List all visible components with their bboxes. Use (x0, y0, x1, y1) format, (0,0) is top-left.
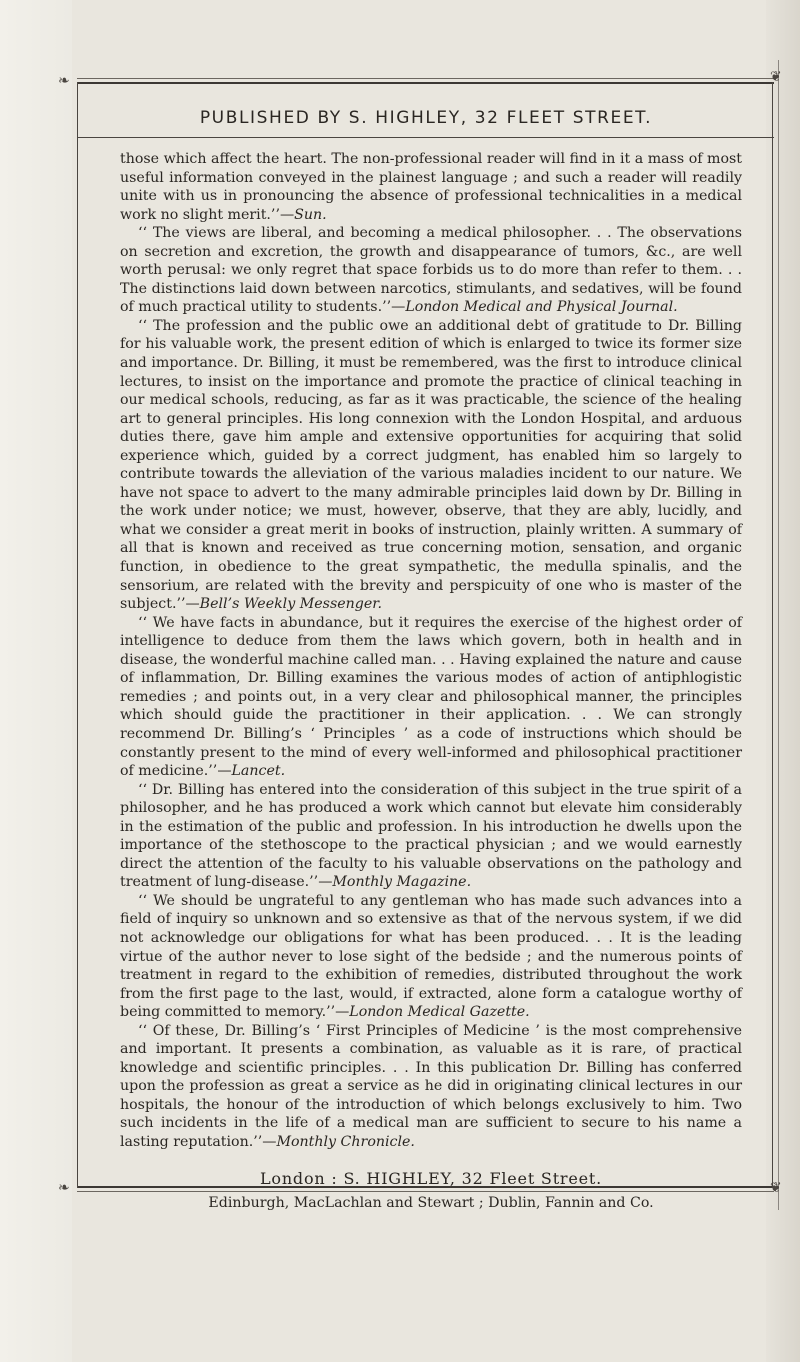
review-extracts (120, 150, 742, 1213)
review-text: ‘‘ We should be ungrateful to any gentleman who has made such advances into a field of inquiry so unknown and so extensive as that of the nervous system, if we did not acknowledge our obligations for what has been produced. . . It is the leading virtue of the author never to lose sight of the bedside ; and the numerous points of treatment in regard to the exhibition of remedies, distributed throughout the work from the first page to the last, would, if extracted, alone form a catalogue worthy of being committed to memory.’’— (120, 892, 742, 1021)
corner-ornament-icon: ❦ (770, 1180, 782, 1196)
review-source: Lancet. (231, 763, 286, 780)
review-text: ‘‘ Of these, Dr. Billing’s ‘ First Principles of Medicine ’ is the most comprehensive and important. It presents a combination, as valuable as it is rare, of practical knowledge and scientific principles. . . In this publication Dr. Billing has conferred upon the profession as great a service as he did in originating clinical lectures in our hospitals, the honour of the introduction of which belongs exclusively to him. Two such incidents in the life of a medical man are sufficient to secure to his name a lasting reputation.’’— (120, 1022, 742, 1150)
right-outer-border-line (778, 60, 779, 1210)
review-source: London Medical and Physical Journal. (405, 299, 678, 316)
review-paragraph (120, 892, 742, 1022)
review-paragraph (120, 614, 742, 781)
review-text: ‘‘ The profession and the public owe an additional debt of gratitude to Dr. Billing for his valuable work, the present edition of which is enlarged to twice its former size and importance. Dr. Billing, it must be remembered, was the first to introduce clinical lectures, to insist on the importance and promote the practice of clinical teaching in our medical schools, reducing, as far as it was practicable, the science of the healing art to general principles. His long connexion with the London Hospital, and arduous duties there, gave him ample and extensive opportunities for acquiring that solid experience which, guided by a correct judgment, has enabled him so largely to contribute towards the alleviation of the various maladies incident to our nature. We have not space to advert to the many admirable principles laid down by Dr. Billing in the work under notice; we must, however, observe, that they are ably, lucidly, and what we consider a great merit in books of instruction, plainly written. A summary of all that is known and received as true concerning motion, sensation, and organic function, in obedience to the great sympathetic, the medulla spinalis, and the sensorium, are related with the brevity and perspicuity of one who is master of the subject.’’— (120, 317, 742, 613)
review-text: those which affect the heart. The non-professional reader will find in it a mass of most useful information conveyed in the plainest language ; and such a reader will readily unite with us in pronouncing the absence of professional technicalities in a medical work no slight merit.’’— (120, 151, 742, 223)
review-paragraph (120, 1022, 742, 1152)
review-source: London Medical Gazette. (349, 1004, 530, 1021)
imprint-line: London : S. HIGHLEY, 32 Fleet Street. (259, 1168, 603, 1188)
review-source: Sun. (294, 206, 327, 223)
top-border-rule-thick (77, 82, 774, 84)
review-source: Monthly Magazine. (332, 874, 472, 891)
page-header: PUBLISHED BY S. HIGHLEY, 32 FLEET STREET. (199, 108, 653, 128)
header-rule (77, 137, 774, 138)
imprint-distributors: Edinburgh, MacLachlan and Stewart ; Dublin, Fannin and Co. (208, 1195, 654, 1212)
review-text: ‘‘ The views are liberal, and becoming a medical philosopher. . . The observations on secretion and excretion, the growth and disappearance of tumors, &c., are well worth perusal: we only regret that space forbids us to do more than refer to them. . . The distinctions laid down between narcotics, stimulants, and sedatives, will be found of much practical utility to students.’’— (120, 225, 742, 316)
corner-ornament-icon: ❧ (58, 73, 70, 89)
review-paragraph (120, 150, 742, 224)
top-border-rule (77, 78, 774, 79)
review-source: Bell’s Weekly Messenger. (199, 596, 382, 613)
review-text: ‘‘ Dr. Billing has entered into the consideration of this subject in the true spirit of a philosopher, and he has produced a work which cannot but elevate him considerably in the estimation of the public and profession. In his introduction he dwells upon the importance of the stethoscope to the practical physician ; and we would earnestly direct the attention of the faculty to his valuable observations on the pathology and treatment of lung-disease.’’— (120, 781, 742, 891)
right-border-line (772, 82, 773, 1188)
review-paragraph (120, 224, 742, 317)
review-paragraph (120, 317, 742, 614)
page-left-margin (0, 0, 72, 1362)
review-text: ‘‘ We have facts in abundance, but it requires the exercise of the highest order of intelligence to deduce from them the laws which govern, both in health and in disease, the wonderful machine called man. . . Having explained the nature and cause of inflammation, Dr. Billing examines the various modes of action of antiphlogistic remedies ; and points out, in a very clear and philosophical manner, the principles which should guide the practitioner in their application. . . We can strongly recommend Dr. Billing’s ‘ Principles ’ as a code of instructions which should be constantly present to the mind of every well-informed and philosophical practitioner of medicine.’’— (120, 614, 742, 780)
review-source: Monthly Chronicle. (276, 1133, 415, 1150)
left-border-line (77, 82, 78, 1188)
corner-ornament-icon: ❦ (770, 69, 782, 85)
review-paragraph (120, 781, 742, 892)
corner-ornament-icon: ❧ (58, 1180, 70, 1196)
